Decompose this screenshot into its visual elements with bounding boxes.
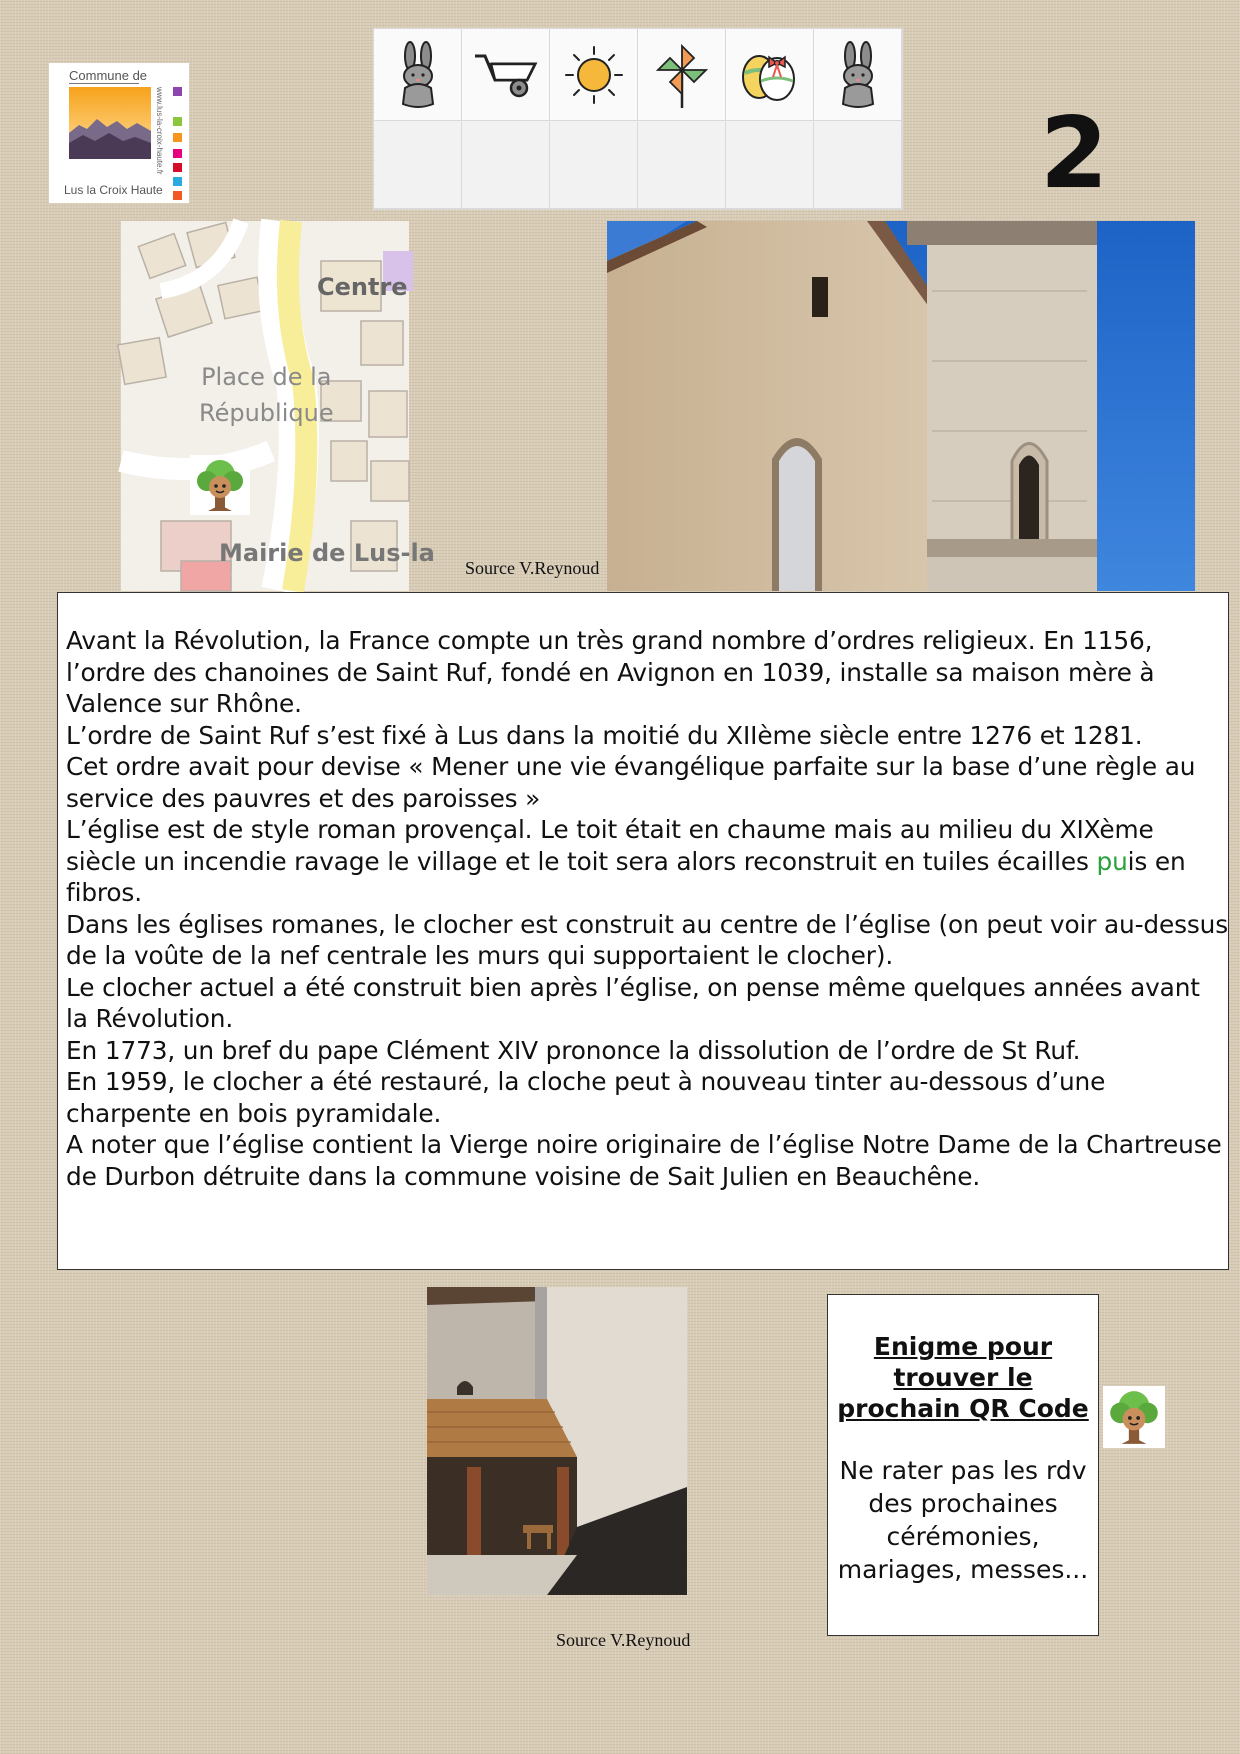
rabbit-icon — [374, 29, 461, 120]
church-porch-photo — [427, 1287, 687, 1595]
logo-color-square — [173, 87, 182, 96]
history-paragraph: Cet ordre avait pour devise « Mener une vie évangélique parfaite sur la base d’une règle au service des pauvres et des paroisses » — [66, 752, 1196, 813]
logo-name: Lus la Croix Haute — [64, 183, 163, 197]
enigma-text: Ne rater pas les rdv des prochaines cérémonies, mariages, messes... — [837, 1456, 1089, 1584]
map-label-centre: Centre — [317, 273, 408, 301]
empty-grid-cell — [550, 121, 637, 208]
history-paragraph: En 1959, le clocher a été restauré, la cloche peut à nouveau tinter au-dessous d’une charpente en bois pyramidale. — [66, 1067, 1106, 1128]
logo-mountain-art — [69, 87, 151, 159]
easter-icon-grid — [373, 28, 903, 210]
map-label-mairie: Mairie de Lus-la — [219, 539, 435, 567]
church-photo — [607, 221, 1195, 591]
pinwheel-icon — [638, 29, 725, 120]
history-paragraph: L’église est de style roman provençal. Le toit était en chaume mais au milieu du XIXème siècle un incendie ravage le village et le toit sera alors reconstruit en tuiles écailles puis en fibros. — [66, 815, 1186, 907]
empty-grid-cell — [462, 121, 549, 208]
empty-grid-cell — [638, 121, 725, 208]
easter-eggs-icon — [726, 29, 813, 120]
history-paragraph: Le clocher actuel a été construit bien après l’église, on pense même quelques années avant la Révolution. — [66, 972, 1200, 1033]
page-number: 2 — [1040, 97, 1109, 211]
history-paragraph: En 1773, un bref du pape Clément XIV prononce la dissolution de l’ordre de St Ruf. — [66, 1035, 1081, 1065]
tree-mascot-icon — [190, 455, 250, 515]
history-paragraph: Dans les églises romanes, le clocher est construit au centre de l’église (on peut voir au-dessus de la voûte de la nef centrale les murs qui supportaient le clocher). — [66, 909, 1228, 970]
tree-mascot-icon — [1103, 1386, 1165, 1448]
commune-logo — [49, 63, 189, 203]
history-paragraph: Avant la Révolution, la France compte un très grand nombre d’ordres religieux. En 1156, l’ordre des chanoines de Saint Ruf, fondé en Avignon en 1039, installe sa maison mère à Valence sur Rhône. — [66, 626, 1155, 718]
empty-grid-cell — [726, 121, 813, 208]
logo-color-square — [173, 149, 182, 158]
photo-source-caption: Source V.Reynoud — [465, 558, 600, 578]
wheelbarrow-icon — [462, 29, 549, 120]
sun-icon — [550, 29, 637, 120]
history-text-box — [57, 592, 1229, 1270]
logo-color-square — [173, 191, 182, 200]
enigma-title: Enigme pour trouver le prochain QR Code — [837, 1332, 1089, 1423]
enigma-box — [827, 1294, 1099, 1636]
logo-color-square — [173, 133, 182, 142]
empty-grid-cell — [814, 121, 901, 208]
logo-title: Commune de — [69, 68, 148, 83]
empty-grid-cell — [374, 121, 461, 208]
location-map — [121, 221, 435, 591]
logo-color-gap — [173, 103, 182, 112]
map-label-place: Place de la République — [199, 363, 334, 427]
highlighted-text: pu — [1096, 846, 1128, 876]
photo-source-caption: Source V.Reynoud — [556, 1630, 691, 1650]
logo-color-square — [173, 177, 182, 186]
rabbit-icon — [814, 29, 901, 120]
logo-color-square — [173, 117, 182, 126]
history-paragraph: A noter que l’église contient la Vierge noire originaire de l’église Notre Dame de la Chartreuse de Durbon détruite dans la commune voisine de Sait Julien en Beauchêne. — [66, 1130, 1222, 1191]
logo-url: www.lus-la-croix-haute.fr — [155, 87, 164, 175]
history-paragraph: L’ordre de Saint Ruf s’est fixé à Lus dans la moitié du XIIème siècle entre 1276 et 1281. — [66, 720, 1143, 750]
logo-color-square — [173, 163, 182, 172]
